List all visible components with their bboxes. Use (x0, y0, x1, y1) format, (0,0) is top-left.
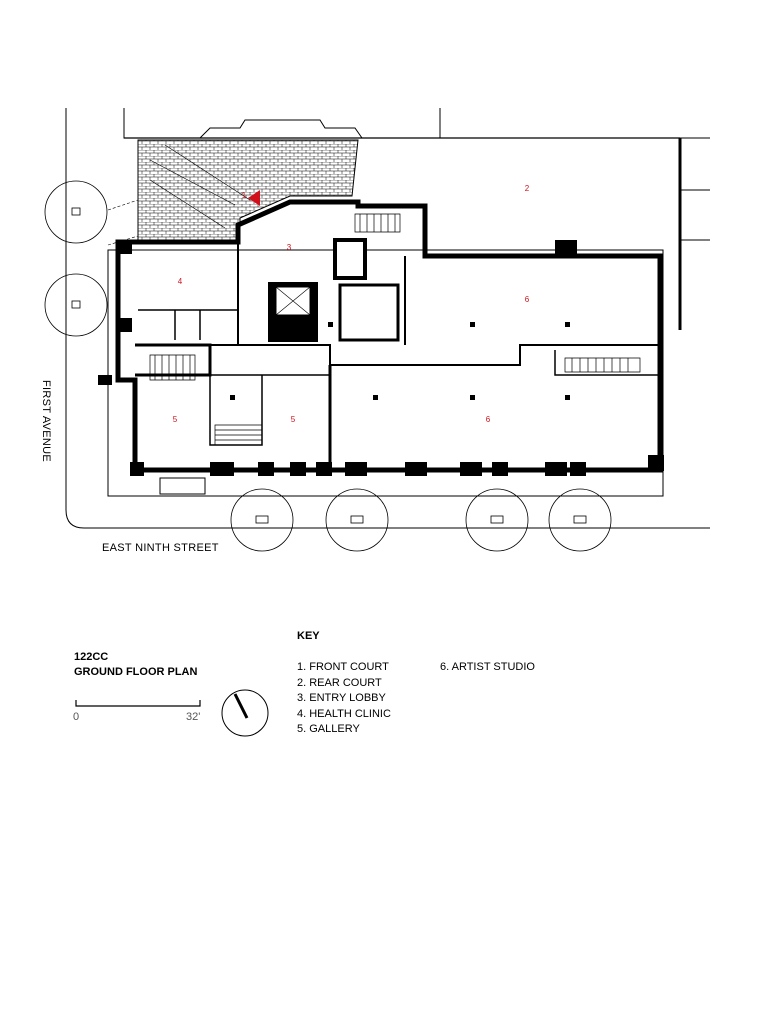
columns (160, 240, 577, 494)
room-number-6a: 6 (524, 295, 530, 304)
key-item: 1. FRONT COURT (297, 661, 389, 673)
room-number-5a: 5 (172, 415, 178, 424)
plan-title (74, 650, 197, 680)
room-number-5b: 5 (290, 415, 296, 424)
key-item: 5. GALLERY (297, 723, 360, 736)
street-label-east-ninth: EAST NINTH STREET (102, 542, 219, 554)
key-item: 4. HEALTH CLINIC (297, 707, 391, 720)
room-number-2: 2 (524, 184, 530, 193)
key-item: 2. REAR COURT (297, 676, 382, 689)
plan-title-line2: GROUND FLOOR PLAN (74, 666, 198, 678)
front-court (108, 140, 358, 245)
scale-bar (76, 700, 200, 706)
room-number-3: 3 (286, 243, 292, 252)
north-arrow-icon (222, 690, 268, 736)
key-item: 6. ARTIST STUDIO (440, 661, 535, 673)
plan-title-line1: 122CC (74, 651, 109, 663)
key-list-col1 (297, 660, 391, 738)
building-walls (108, 202, 663, 496)
room-number-4: 4 (177, 277, 183, 286)
room-number-1: 1 (241, 191, 247, 200)
key-list-col2 (440, 660, 535, 676)
room-number-6b: 6 (485, 415, 491, 424)
scale-start: 0 (73, 711, 80, 723)
key-item: 3. ENTRY LOBBY (297, 692, 386, 705)
scale-end: 32' (186, 711, 201, 723)
key-heading: KEY (297, 630, 320, 642)
street-label-first-avenue: FIRST AVENUE (40, 380, 52, 463)
